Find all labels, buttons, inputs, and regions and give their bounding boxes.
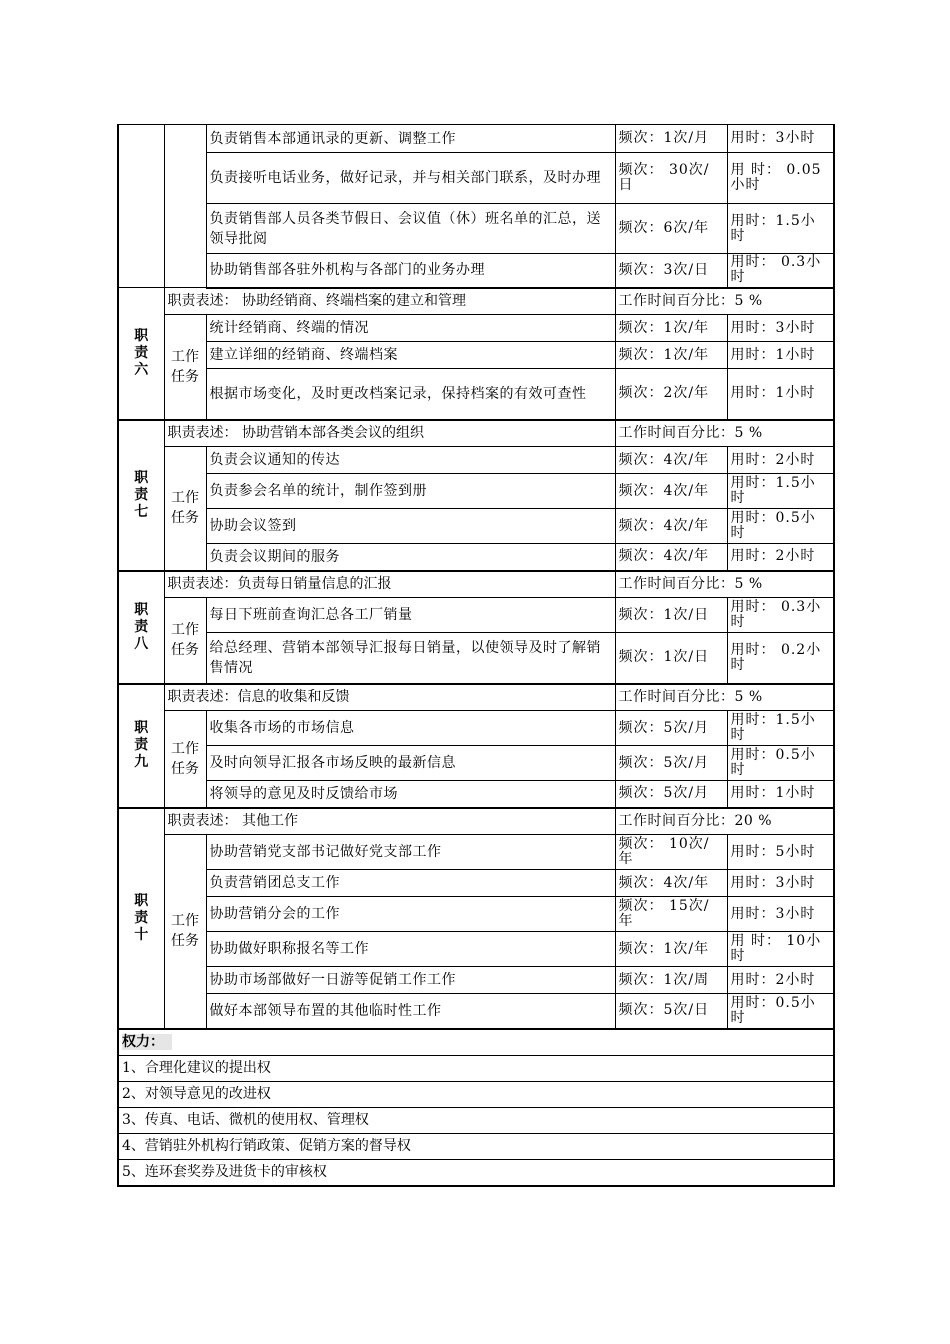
duty-description: 信息的收集和反馈 [237,689,350,706]
task-text: 做好本部领导布置的其他临时性工作 [206,994,615,1029]
task-text: 每日下班前查询汇总各工厂销量 [206,598,615,633]
task-text: 给总经理、营销本部领导汇报每日销量，以使领导及时了解销售情况 [206,633,615,684]
task-duration: 用时：0.5小时 [727,994,834,1029]
task-text: 统计经销商、终端的情况 [206,315,615,342]
task-label: 工作 [171,490,199,507]
task-duration: 用时：0.5小时 [727,509,834,544]
task-label-cell [164,598,206,684]
task-frequency: 频次：4次/年 [615,870,727,897]
task-duration: 用时：3小时 [727,125,834,153]
task-label-cell [164,315,206,420]
task-frequency: 频次：1次/日 [615,598,727,633]
task-duration: 用时：1小时 [727,369,834,420]
task-duration: 用时：1.5小时 [727,474,834,509]
work-time-percentage: 工作时间百分比：5 % [615,684,834,711]
task-text: 建立详细的经销商、终端档案 [206,342,615,369]
task-label: 任务 [171,760,199,777]
duty-heading: 职责七 [134,469,149,520]
task-text: 根据市场变化，及时更改档案记录，保持档案的有效可查性 [206,369,615,420]
task-label: 工作 [171,622,199,639]
task-label-cell [164,447,206,571]
duty-description: 负责每日销量信息的汇报 [237,576,392,593]
task-duration: 用时：5小时 [727,835,834,870]
task-frequency: 频次：1次/周 [615,967,727,994]
work-time-percentage: 工作时间百分比：5 % [615,420,834,447]
task-text: 负责营销团总支工作 [206,870,615,897]
task-duration: 用时： 0.3小时 [727,254,834,288]
duty-heading: 职责十 [134,892,149,943]
task-text: 协助营销党支部书记做好党支部工作 [206,835,615,870]
task-frequency: 频次：5次/月 [615,781,727,808]
duty-heading-cell [118,125,164,288]
task-duration: 用时：2小时 [727,447,834,474]
task-frequency: 频次：5次/月 [615,746,727,781]
task-frequency: 频次：4次/年 [615,509,727,544]
task-label: 任务 [171,642,199,659]
work-time-percentage: 工作时间百分比：20 % [615,808,834,835]
task-text: 负责参会名单的统计，制作签到册 [206,474,615,509]
work-time-percentage: 工作时间百分比：5 % [615,288,834,315]
duty-description-cell [164,288,615,315]
task-label-cell [164,125,206,288]
duty-description-cell [164,684,615,711]
task-frequency: 频次：5次/日 [615,994,727,1029]
task-frequency: 频次：1次/年 [615,342,727,369]
task-frequency: 频次：1次/年 [615,932,727,967]
authority-item: 3、传真、电话、微机的使用权、管理权 [118,1107,834,1133]
task-frequency: 频次：1次/月 [615,125,727,153]
duty-description-label: 职责表述： [167,689,238,706]
duty-description-cell [164,420,615,447]
authority-item: 1、合理化建议的提出权 [118,1055,834,1081]
task-text: 将领导的意见及时反馈给市场 [206,781,615,808]
authority-item: 2、对领导意见的改进权 [118,1081,834,1107]
work-time-percentage: 工作时间百分比：5 % [615,571,834,598]
duty-description-cell [164,571,615,598]
task-frequency: 频次：1次/日 [615,633,727,684]
task-label-cell [164,835,206,1029]
task-label: 任务 [171,368,199,385]
task-text: 负责销售本部通讯录的更新、调整工作 [206,125,615,153]
task-text: 协助做好职称报名等工作 [206,932,615,967]
task-label: 工作 [171,913,199,930]
responsibility-table [117,124,835,1187]
task-frequency: 频次： 10次/年 [615,835,727,870]
task-frequency: 频次：4次/年 [615,447,727,474]
duty-heading: 职责九 [134,720,149,770]
task-duration: 用时：3小时 [727,897,834,932]
duty-heading: 职责八 [134,601,149,652]
duty-description-label: 职责表述： [167,813,238,830]
task-frequency: 频次：4次/年 [615,544,727,571]
task-frequency: 频次：3次/日 [615,254,727,288]
task-frequency: 频次： 15次/年 [615,897,727,932]
task-duration: 用时：3小时 [727,315,834,342]
duty-heading: 职责六 [134,327,149,378]
authority-title: 权力： [122,1034,172,1050]
task-duration: 用时： 0.2小时 [727,633,834,684]
authority-item: 4、营销驻外机构行销政策、促销方案的督导权 [118,1133,834,1159]
task-text: 协助市场部做好一日游等促销工作工作 [206,967,615,994]
task-frequency: 频次：6次/年 [615,204,727,254]
task-text: 协助会议签到 [206,509,615,544]
task-duration: 用时：0.5小时 [727,746,834,781]
duty-description: 协助营销本部各类会议的组织 [237,425,424,442]
task-duration: 用时：2小时 [727,967,834,994]
task-duration: 用 时： 0.05小时 [727,153,834,204]
task-frequency: 频次： 30次/日 [615,153,727,204]
duty-heading-cell [118,571,164,684]
duty-description-label: 职责表述： [167,425,238,442]
duty-description: 协助经销商、终端档案的建立和管理 [237,293,466,310]
duty-heading-cell [118,288,164,420]
task-text: 及时向领导汇报各市场反映的最新信息 [206,746,615,781]
task-duration: 用时：1.5小时 [727,711,834,746]
task-duration: 用时： 0.3小时 [727,598,834,633]
task-duration: 用时：1小时 [727,781,834,808]
task-label: 任务 [171,933,199,950]
duty-heading-cell [118,420,164,571]
task-text: 负责会议期间的服务 [206,544,615,571]
duty-heading-cell [118,808,164,1029]
task-frequency: 频次：4次/年 [615,474,727,509]
task-text: 负责接听电话业务，做好记录，并与相关部门联系，及时办理 [206,153,615,204]
duty-description-cell [164,808,615,835]
task-label: 工作 [171,740,199,757]
task-frequency: 频次：5次/月 [615,711,727,746]
task-label: 任务 [171,510,199,527]
duty-description-label: 职责表述： [167,293,238,310]
task-text: 收集各市场的市场信息 [206,711,615,746]
duty-description-label: 职责表述： [167,576,238,593]
task-text: 协助营销分会的工作 [206,897,615,932]
task-label: 工作 [171,348,199,365]
task-label-cell [164,711,206,808]
authority-heading-cell [118,1029,834,1056]
duty-description: 其他工作 [237,813,298,830]
task-duration: 用时：1.5小时 [727,204,834,254]
task-duration: 用 时： 10小时 [727,932,834,967]
authority-item: 5、连环套奖券及进货卡的审核权 [118,1159,834,1186]
task-text: 协助销售部各驻外机构与各部门的业务办理 [206,254,615,288]
task-duration: 用时：3小时 [727,870,834,897]
task-duration: 用时：2小时 [727,544,834,571]
duty-heading-cell [118,684,164,808]
task-text: 负责销售部人员各类节假日、会议值（休）班名单的汇总，送领导批阅 [206,204,615,254]
task-frequency: 频次：2次/年 [615,369,727,420]
task-duration: 用时：1小时 [727,342,834,369]
task-frequency: 频次：1次/年 [615,315,727,342]
task-text: 负责会议通知的传达 [206,447,615,474]
